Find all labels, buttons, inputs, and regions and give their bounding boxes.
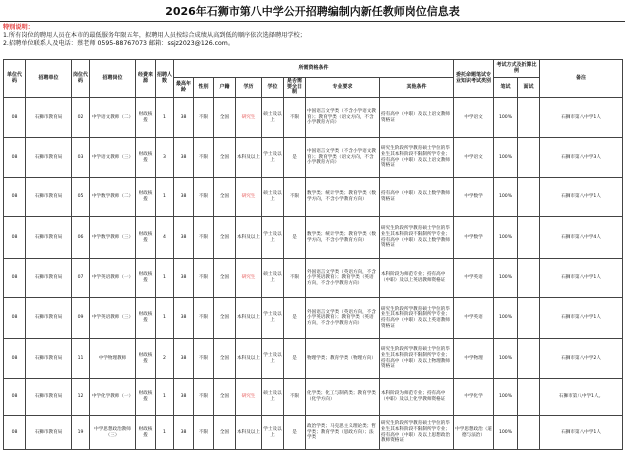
age-cell: 38 [174, 379, 194, 416]
major-cell: 中国语言文学类（不含小学语文教育）；教育学类（语文方向，不含小学教育方向） [306, 98, 380, 138]
written-ratio-cell: 100% [494, 379, 518, 416]
gender-cell: 不限 [194, 217, 214, 259]
age-cell: 38 [174, 298, 194, 339]
post-name-cell: 中学化学教师（一） [90, 379, 136, 416]
funding-cell: 财政核拨 [136, 379, 156, 416]
interview-ratio-cell [518, 379, 540, 416]
major-cell: 化学类；化工与制药类；教育学类（化学方向） [306, 379, 380, 416]
post-code-cell: 02 [72, 98, 90, 138]
table-row [4, 298, 623, 339]
remark-cell: 石狮市第八中学3人 [540, 138, 623, 178]
exam-subject-cell: 中学思想政治（道德与法治） [454, 416, 494, 450]
header-row-1 [4, 60, 623, 78]
major-cell: 数学类；统计学类；教育学类（数学方向，不含小学教育方向） [306, 217, 380, 259]
header-funding: 经费来源 [136, 60, 156, 98]
post-code-cell: 12 [72, 379, 90, 416]
unit-code-cell: 08 [4, 138, 26, 178]
header-hukou: 户籍 [214, 78, 236, 98]
interview-ratio-cell [518, 339, 540, 379]
unit-name-cell: 石狮市教育局 [26, 178, 72, 217]
table-row [4, 178, 623, 217]
major-cell: 数学类；统计学类；教育学类（数学方向，不含小学教育方向） [306, 178, 380, 217]
count-cell: 1 [156, 178, 174, 217]
gender-cell: 不限 [194, 298, 214, 339]
interview-ratio-cell [518, 178, 540, 217]
count-cell: 1 [156, 259, 174, 298]
post-code-cell: 05 [72, 178, 90, 217]
hukou-cell: 全国 [214, 138, 236, 178]
hukou-cell: 全国 [214, 217, 236, 259]
positions-table [3, 59, 623, 450]
gender-cell: 不限 [194, 138, 214, 178]
education-cell: 研究生 [236, 178, 262, 217]
count-cell: 1 [156, 298, 174, 339]
funding-cell: 财政核拨 [136, 298, 156, 339]
unit-name-cell: 石狮市教育局 [26, 138, 72, 178]
post-name-cell: 中学数学教师（二） [90, 178, 136, 217]
unit-name-cell: 石狮市教育局 [26, 98, 72, 138]
degree-cell: 硕士及以上 [262, 98, 284, 138]
count-cell: 3 [156, 138, 174, 178]
funding-cell: 财政核拨 [136, 98, 156, 138]
hukou-cell: 全国 [214, 379, 236, 416]
hukou-cell: 全国 [214, 178, 236, 217]
remark-cell: 石狮市第八中学1人 [540, 259, 623, 298]
funding-cell: 财政核拨 [136, 259, 156, 298]
remark-cell: 石狮市第八中学1人。 [540, 379, 623, 416]
header-gender: 性别 [194, 78, 214, 98]
gender-cell: 不限 [194, 379, 214, 416]
interview-ratio-cell [518, 298, 540, 339]
major-cell: 外国语言文学类（英语方向，不含小学英语教育）；教育学类（英语方向，不含小学教育方向） [306, 259, 380, 298]
education-cell: 本科及以上 [236, 217, 262, 259]
age-cell: 38 [174, 178, 194, 217]
other-conditions-cell: 研究生阶段所学教育硕士学位的毕业生其本科阶段不限制所学专业；持有高中（中职）及以上思想政治教师资格证 [380, 416, 454, 450]
post-code-cell: 09 [72, 298, 90, 339]
gender-cell: 不限 [194, 178, 214, 217]
count-cell: 1 [156, 98, 174, 138]
major-cell: 政治学类；马克思主义理论类；哲学类；教育学类（思政方向）；法学类 [306, 416, 380, 450]
unit-code-cell: 08 [4, 259, 26, 298]
fulltime-cell: 不限 [284, 259, 306, 298]
table-row [4, 138, 623, 178]
table-row [4, 379, 623, 416]
other-conditions-cell: 研究生阶段所学教育硕士学位的毕业生其本科阶段不限制所学专业；持有高中（中职）及以上物理教师资格证 [380, 339, 454, 379]
table-row [4, 217, 623, 259]
unit-code-cell: 08 [4, 298, 26, 339]
header-degree: 学位 [262, 78, 284, 98]
education-cell: 研究生 [236, 98, 262, 138]
hukou-cell: 全国 [214, 416, 236, 450]
header-age: 最高年龄 [174, 78, 194, 98]
notes-line-2: 2.招聘单位联系人及电话：蔡老师 0595-88767073 邮箱：ssjz2023@126.com。 [3, 40, 235, 47]
exam-subject-cell: 中学物理 [454, 339, 494, 379]
other-conditions-cell: 本科阶段为师范专业；持有高中（中职）及以上英语教师资格证 [380, 259, 454, 298]
written-ratio-cell: 100% [494, 298, 518, 339]
written-ratio-cell: 100% [494, 138, 518, 178]
post-name-cell: 中学数学教师（三） [90, 217, 136, 259]
written-ratio-cell: 100% [494, 98, 518, 138]
unit-name-cell: 石狮市教育局 [26, 379, 72, 416]
remark-cell: 石狮市第八中学1人 [540, 98, 623, 138]
education-cell: 研究生 [236, 259, 262, 298]
header-written: 笔试 [494, 78, 518, 98]
gender-cell: 不限 [194, 98, 214, 138]
post-code-cell: 07 [72, 259, 90, 298]
education-cell: 本科及以上 [236, 339, 262, 379]
other-conditions-cell: 持有高中（中职）及以上数学教师资格证 [380, 178, 454, 217]
exam-subject-cell: 中学英语 [454, 259, 494, 298]
header-other: 其他条件 [380, 78, 454, 98]
remark-cell: 石狮市第八中学1人 [540, 416, 623, 450]
degree-cell: 学士及以上 [262, 416, 284, 450]
hukou-cell: 全国 [214, 98, 236, 138]
count-cell: 1 [156, 379, 174, 416]
education-cell: 本科及以上 [236, 298, 262, 339]
unit-name-cell: 石狮市教育局 [26, 339, 72, 379]
table-row [4, 98, 623, 138]
education-cell: 本科及以上 [236, 416, 262, 450]
fulltime-cell: 是 [284, 138, 306, 178]
unit-name-cell: 石狮市教育局 [26, 298, 72, 339]
unit-name-cell: 石狮市教育局 [26, 217, 72, 259]
other-conditions-cell: 持有高中（中职）及以上语文教师资格证 [380, 98, 454, 138]
table-title: 2026年石狮市第八中学公开招聘编制内新任教师岗位信息表 [0, 3, 625, 22]
gender-cell: 不限 [194, 339, 214, 379]
unit-code-cell: 08 [4, 339, 26, 379]
header-unit-name: 招聘单位 [26, 60, 72, 98]
header-unit-code: 单位代码 [4, 60, 26, 98]
hukou-cell: 全国 [214, 259, 236, 298]
funding-cell: 财政核拨 [136, 416, 156, 450]
header-major: 专业要求 [306, 78, 380, 98]
gender-cell: 不限 [194, 416, 214, 450]
post-name-cell: 中学语文教师（二） [90, 98, 136, 138]
hukou-cell: 全国 [214, 298, 236, 339]
written-ratio-cell: 100% [494, 259, 518, 298]
header-count: 招聘人数 [156, 60, 174, 98]
exam-subject-cell: 中学英语 [454, 298, 494, 339]
fulltime-cell: 不限 [284, 379, 306, 416]
header-exam-subject: 委托命题笔试专业知识考试类别 [454, 60, 494, 98]
post-code-cell: 19 [72, 416, 90, 450]
funding-cell: 财政核拨 [136, 339, 156, 379]
exam-subject-cell: 中学语文 [454, 138, 494, 178]
unit-name-cell: 石狮市教育局 [26, 416, 72, 450]
unit-code-cell: 08 [4, 416, 26, 450]
header-post-code: 岗位代码 [72, 60, 90, 98]
notes-heading: 特别说明： [3, 24, 34, 31]
interview-ratio-cell [518, 98, 540, 138]
major-cell: 中国语言文学类（不含小学语文教育）；教育学类（语文方向，不含小学教育方向） [306, 138, 380, 178]
count-cell: 2 [156, 339, 174, 379]
other-conditions-cell: 研究生阶段所学教育硕士学位的毕业生其本科阶段不限制所学专业；持有高中（中职）及以上语文教师资格证 [380, 138, 454, 178]
notes-line-1: 1.所有岗位的聘用人员在本市的最低服务年限五年，拟聘用人员按综合成绩从高到低的顺序依次选择聘用学校； [3, 32, 306, 39]
unit-code-cell: 08 [4, 379, 26, 416]
fulltime-cell: 是 [284, 298, 306, 339]
unit-code-cell: 08 [4, 178, 26, 217]
age-cell: 38 [174, 217, 194, 259]
post-name-cell: 中学英语教师（三） [90, 298, 136, 339]
header-interview: 面试 [518, 78, 540, 98]
age-cell: 38 [174, 98, 194, 138]
header-remark: 备注 [540, 60, 623, 98]
interview-ratio-cell [518, 259, 540, 298]
written-ratio-cell: 100% [494, 339, 518, 379]
other-conditions-cell: 研究生阶段所学教育硕士学位的毕业生其本科阶段不限制所学专业；持有高中（中职）及以上数学教师资格证 [380, 217, 454, 259]
written-ratio-cell: 100% [494, 217, 518, 259]
post-name-cell: 中学语文教师（三） [90, 138, 136, 178]
funding-cell: 财政核拨 [136, 217, 156, 259]
table-row [4, 339, 623, 379]
fulltime-cell: 是 [284, 217, 306, 259]
written-ratio-cell: 100% [494, 416, 518, 450]
degree-cell: 硕士及以上 [262, 379, 284, 416]
post-name-cell: 中学英语教师（一） [90, 259, 136, 298]
remark-cell: 石狮市第八中学1人 [540, 178, 623, 217]
fulltime-cell: 是 [284, 416, 306, 450]
special-notes [3, 24, 621, 48]
degree-cell: 学士及以上 [262, 339, 284, 379]
post-code-cell: 11 [72, 339, 90, 379]
funding-cell: 财政核拨 [136, 178, 156, 217]
degree-cell: 学士及以上 [262, 217, 284, 259]
header-post-name: 招聘岗位 [90, 60, 136, 98]
gender-cell: 不限 [194, 259, 214, 298]
header-qualification-group: 所需资格条件 [174, 60, 454, 78]
unit-code-cell: 08 [4, 98, 26, 138]
other-conditions-cell: 研究生阶段所学教育硕士学位的毕业生其本科阶段不限制所学专业；持有高中（中职）及以上英语教师资格证 [380, 298, 454, 339]
remark-cell: 石狮市第八中学1人 [540, 298, 623, 339]
age-cell: 38 [174, 259, 194, 298]
table-row [4, 416, 623, 450]
unit-name-cell: 石狮市教育局 [26, 259, 72, 298]
education-cell: 研究生 [236, 379, 262, 416]
age-cell: 38 [174, 138, 194, 178]
interview-ratio-cell [518, 416, 540, 450]
age-cell: 38 [174, 416, 194, 450]
post-name-cell: 中学物理教师 [90, 339, 136, 379]
exam-subject-cell: 中学语文 [454, 98, 494, 138]
exam-subject-cell: 中学化学 [454, 379, 494, 416]
post-name-cell: 中学思想政治教师（三） [90, 416, 136, 450]
remark-cell: 石狮市第八中学4人 [540, 217, 623, 259]
fulltime-cell: 不限 [284, 178, 306, 217]
remark-cell: 石狮市第八中学2人 [540, 339, 623, 379]
degree-cell: 学士及以上 [262, 138, 284, 178]
hukou-cell: 全国 [214, 339, 236, 379]
count-cell: 4 [156, 217, 174, 259]
education-cell: 本科及以上 [236, 138, 262, 178]
unit-code-cell: 08 [4, 217, 26, 259]
fulltime-cell: 是 [284, 339, 306, 379]
interview-ratio-cell [518, 138, 540, 178]
degree-cell: 学士及以上 [262, 298, 284, 339]
header-education: 学历 [236, 78, 262, 98]
fulltime-cell: 不限 [284, 98, 306, 138]
post-code-cell: 06 [72, 217, 90, 259]
major-cell: 物理学类；教育学类（物理方向） [306, 339, 380, 379]
count-cell: 1 [156, 416, 174, 450]
table-row [4, 259, 623, 298]
post-code-cell: 03 [72, 138, 90, 178]
exam-subject-cell: 中学数学 [454, 217, 494, 259]
interview-ratio-cell [518, 217, 540, 259]
exam-subject-cell: 中学数学 [454, 178, 494, 217]
age-cell: 38 [174, 339, 194, 379]
header-method-group: 考试方式及折算比例 [494, 60, 540, 78]
degree-cell: 硕士及以上 [262, 178, 284, 217]
header-fulltime: 是否需要全日制 [284, 78, 306, 98]
other-conditions-cell: 本科阶段为师范专业；持有高中（中职）及以上化学教师资格证 [380, 379, 454, 416]
funding-cell: 财政核拨 [136, 138, 156, 178]
written-ratio-cell: 100% [494, 178, 518, 217]
degree-cell: 硕士及以上 [262, 259, 284, 298]
major-cell: 外国语言文学类（英语方向，不含小学英语教育）；教育学类（英语方向，不含小学教育方向） [306, 298, 380, 339]
